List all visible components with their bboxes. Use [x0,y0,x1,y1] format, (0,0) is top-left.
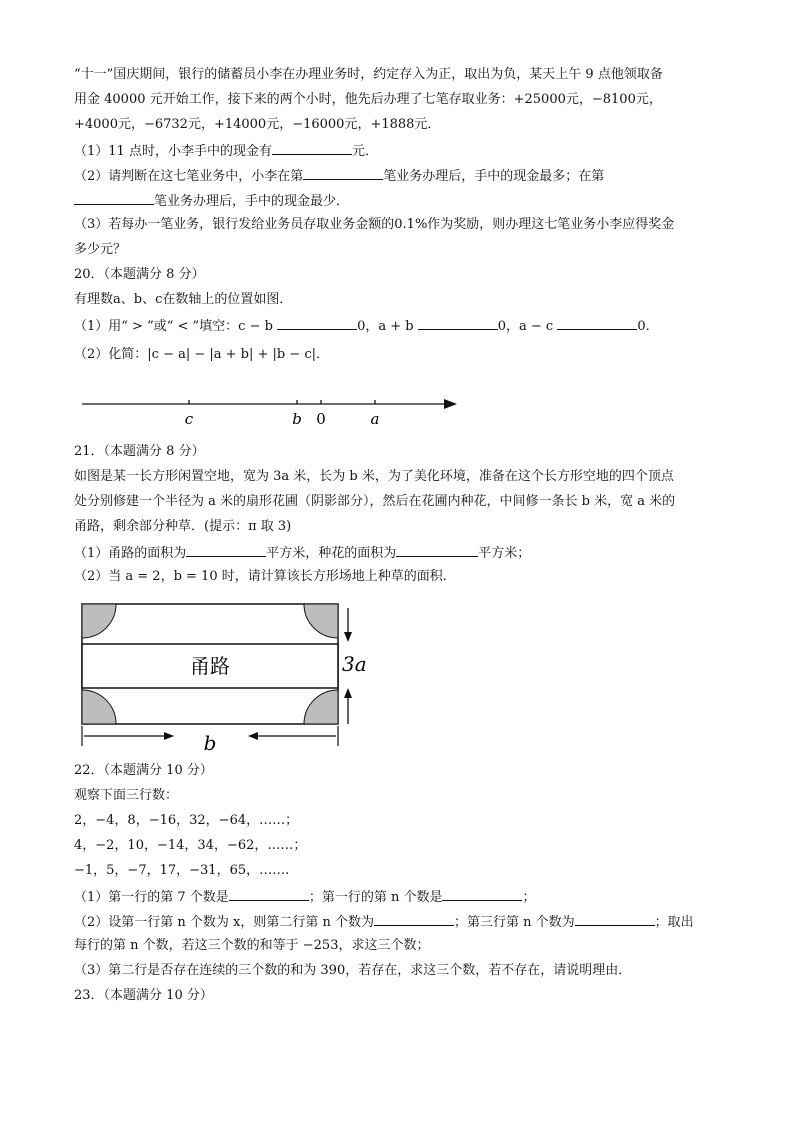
q21-part1-text-b: 平方米，种花的面积为 [266,546,397,561]
answer-blank[interactable] [442,887,522,901]
q19-part2-text: （2）请判断在这七笔业务中，小李在第 [74,169,304,184]
q22-part1-text: （1）第一行的第 7 个数是 [74,890,229,905]
axis-label-c: c [184,410,194,428]
q22-part2-text: （2）设第一行第 n 个数为 x，则第二行第 n 个数为 [74,915,375,930]
axis-label-a: a [370,410,380,428]
q21-line3: 甬路，剩余部分种草．(提示：π 取 3) [74,519,292,534]
q20-part1 [74,316,659,335]
rectangle-garden-figure [74,598,384,758]
q21-line2: 处分别修建一个半径为 a 米的扇形花圃（阴影部分），然后在花圃内种花，中间修一条长 b 米，宽 a 米的 [74,494,676,509]
q19-part2 [74,166,604,185]
q22-part2 [74,912,694,931]
q20-header: 20．（本题满分 8 分） [74,267,205,282]
q19-intro-line3: +4000元，−6732元，+14000元，−16000元，+1888元． [74,117,441,132]
q19-part2-cont [74,191,349,210]
q23-header: 23．（本题满分 10 分） [74,988,213,1003]
q22-part2-text-b: ；第三行第 n 个数为 [454,915,575,930]
q21-part1-text: （1）甬路的面积为 [74,546,187,561]
q19-part2-text-c: 笔业务办理后，手中的现金最少． [154,194,350,209]
q22-row3: −1，5，−7，17，−31，65，……. [74,863,290,878]
answer-blank[interactable] [557,316,637,330]
width-label-3a: 3a [342,652,367,676]
q22-intro: 观察下面三行数： [74,788,179,803]
q19-intro-line1: “十一”国庆期间，银行的储蓄员小李在办理业务时，约定存入为正，取出为负，某天上午 9 点他领取备 [74,67,663,82]
q19-part1-text: （1）11 点时，小李手中的现金有 [74,144,272,159]
q22-part1-text-b: ；第一行的第 n 个数是 [308,890,443,905]
answer-blank[interactable] [303,166,383,180]
q22-part1-text-c: ； [522,890,536,905]
q22-part1 [74,887,535,906]
q21-part1-text-c: 平方米； [478,546,531,561]
q21-part2: （2）当 a = 2，b = 10 时，请计算该长方形场地上种草的面积． [74,569,456,584]
q19-part1-unit: 元． [351,144,378,159]
q20-part1-text-d: 0． [637,319,659,334]
q21-part1 [74,543,530,562]
q22-header: 22．（本题满分 10 分） [74,763,213,778]
q20-part1-text-b: 0，a + b [357,319,414,334]
number-line-figure [74,386,474,430]
answer-blank[interactable] [418,316,498,330]
q21-line1: 如图是某一长方形闲置空地，宽为 3a 米，长为 b 米，为了美化环境，准备在这个长方形空地的四个顶点 [74,469,674,484]
road-label: 甬路 [190,654,230,678]
q20-part1-text: （1）用“ > ”或“ < ”填空：c − b [74,319,273,334]
answer-blank[interactable] [186,543,266,557]
answer-blank[interactable] [396,543,478,557]
q22-part2-text-c: ；取出 [654,915,694,930]
q19-part3: （3）若每办一笔业务，银行发给业务员存取业务金额的0.1%作为奖励，则办理这七笔业务小李应得奖金 [74,217,675,232]
q22-row1: 2，−4，8，−16，32，−64，……； [74,813,299,828]
answer-blank[interactable] [74,191,154,205]
q19-part3-cont: 多少元？ [74,242,127,257]
length-label-b: b [203,731,217,755]
q19-part1 [74,141,378,160]
q20-intro: 有理数a、b、c在数轴上的位置如图． [74,292,293,307]
answer-blank[interactable] [272,141,352,155]
answer-blank[interactable] [575,912,655,926]
axis-label-b: b [292,410,302,428]
q22-part3: （3）第二行是否存在连续的三个数的和为 390，若存在，求这三个数，若不存在，请说明理由． [74,963,632,978]
q19-intro-line2: 用金 40000 元开始工作，接下来的两个小时，他先后办理了七笔存取业务：+25000元，−8100元， [74,92,662,107]
axis-label-zero: 0 [316,410,326,428]
q19-part2-text-b: 笔业务办理后，手中的现金最多；在第 [383,169,605,184]
answer-blank[interactable] [374,912,454,926]
answer-blank[interactable] [229,887,309,901]
q20-part1-text-c: 0，a − c [497,319,554,334]
q20-part2: （2）化简：|c − a| − |a + b| + |b − c|． [74,347,330,362]
q22-row2: 4，−2，10，−14，34，−62，……； [74,838,307,853]
q21-header: 21．（本题满分 8 分） [74,444,205,459]
q22-part2-cont: 每行的第 n 个数，若这三个数的和等于 −253，求这三个数； [74,938,430,953]
answer-blank[interactable] [277,316,357,330]
